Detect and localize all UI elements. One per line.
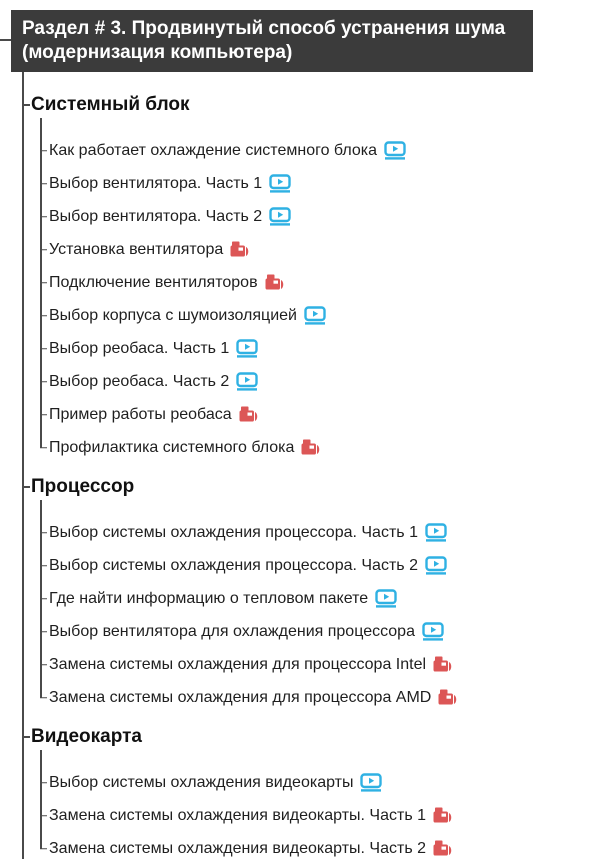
screen-play-icon[interactable] <box>304 306 326 325</box>
screen-play-icon <box>360 773 382 792</box>
lesson-list <box>40 500 608 714</box>
lesson-item[interactable] <box>40 516 608 549</box>
section-title: Процессор <box>22 474 608 500</box>
lesson-item[interactable] <box>40 266 608 299</box>
lesson-item[interactable] <box>40 167 608 200</box>
sections-container <box>22 92 608 865</box>
course-section <box>22 724 608 865</box>
lesson-title: Выбор вентилятора. Часть 2 <box>49 207 263 225</box>
lesson-title: Выбор реобаса. Часть 2 <box>49 372 230 390</box>
section-title: Системный блок <box>22 92 608 118</box>
screen-play-icon <box>425 523 447 542</box>
lesson-item[interactable] <box>40 200 608 233</box>
video-camera-icon <box>265 274 285 291</box>
screen-play-icon <box>425 556 447 575</box>
lesson-list <box>40 750 608 865</box>
lesson-item[interactable] <box>40 134 608 167</box>
lesson-item[interactable] <box>40 549 608 582</box>
screen-play-icon[interactable] <box>236 372 258 391</box>
lesson-item[interactable] <box>40 299 608 332</box>
video-camera-icon <box>301 439 321 456</box>
lesson-item[interactable] <box>40 365 608 398</box>
video-camera-icon <box>230 241 250 258</box>
lesson-title: Выбор системы охлаждения видеокарты <box>49 773 354 791</box>
lesson-title: Выбор системы охлаждения процессора. Часть 2 <box>49 556 418 574</box>
lesson-item[interactable] <box>40 799 608 832</box>
sections-tree <box>22 72 608 859</box>
video-camera-icon[interactable] <box>301 439 321 456</box>
screen-play-icon <box>422 622 444 641</box>
lesson-title: Где найти информацию о тепловом пакете <box>49 589 369 607</box>
video-camera-icon <box>433 840 453 857</box>
screen-play-icon[interactable] <box>269 174 291 193</box>
lesson-title: Пример работы реобаса <box>49 405 232 423</box>
tree-connector-line <box>0 39 11 41</box>
video-camera-icon[interactable] <box>433 840 453 857</box>
screen-play-icon[interactable] <box>422 622 444 641</box>
screen-play-icon[interactable] <box>360 773 382 792</box>
screen-play-icon <box>269 207 291 226</box>
lesson-item[interactable] <box>40 332 608 365</box>
lesson-item[interactable] <box>40 615 608 648</box>
lesson-title: Установка вентилятора <box>49 240 224 258</box>
lesson-item[interactable] <box>40 832 608 865</box>
screen-play-icon[interactable] <box>384 141 406 160</box>
lesson-title: Выбор корпуса с шумоизоляцией <box>49 306 297 324</box>
lesson-item[interactable] <box>40 398 608 431</box>
video-camera-icon[interactable] <box>433 807 453 824</box>
screen-play-icon <box>236 339 258 358</box>
screen-play-icon[interactable] <box>375 589 397 608</box>
lesson-title: Выбор реобаса. Часть 1 <box>49 339 230 357</box>
screen-play-icon <box>304 306 326 325</box>
lesson-title: Подключение вентиляторов <box>49 273 258 291</box>
video-camera-icon[interactable] <box>239 406 259 423</box>
screen-play-icon <box>384 141 406 160</box>
screen-play-icon[interactable] <box>425 523 447 542</box>
lesson-title: Выбор системы охлаждения процессора. Часть 1 <box>49 523 418 541</box>
lesson-title: Профилактика системного блока <box>49 438 295 456</box>
course-section <box>22 92 608 464</box>
lesson-item[interactable] <box>40 681 608 714</box>
lesson-title: Замена системы охлаждения видеокарты. Часть 1 <box>49 806 426 824</box>
lesson-item[interactable] <box>40 233 608 266</box>
course-section <box>22 474 608 714</box>
lesson-item[interactable] <box>40 766 608 799</box>
lesson-title: Замена системы охлаждения для процессора Intel <box>49 655 427 673</box>
screen-play-icon <box>269 174 291 193</box>
screen-play-icon[interactable] <box>425 556 447 575</box>
lesson-title: Замена системы охлаждения для процессора AMD <box>49 688 432 706</box>
screen-play-icon <box>236 372 258 391</box>
lesson-title: Как работает охлаждение системного блока <box>49 141 378 159</box>
section-title: Видеокарта <box>22 724 608 750</box>
lesson-item[interactable] <box>40 648 608 681</box>
video-camera-icon <box>438 689 458 706</box>
video-camera-icon[interactable] <box>265 274 285 291</box>
video-camera-icon <box>433 807 453 824</box>
video-camera-icon[interactable] <box>230 241 250 258</box>
screen-play-icon[interactable] <box>236 339 258 358</box>
section-header <box>11 10 533 72</box>
lesson-item[interactable] <box>40 431 608 464</box>
lesson-list <box>40 118 608 464</box>
lesson-item[interactable] <box>40 582 608 615</box>
video-camera-icon <box>239 406 259 423</box>
section-header-title: Раздел # 3. Продвинутый способ устранения шума (модернизация компьютера) <box>22 18 506 63</box>
lesson-title: Замена системы охлаждения видеокарты. Часть 2 <box>49 839 426 857</box>
video-camera-icon[interactable] <box>438 689 458 706</box>
video-camera-icon[interactable] <box>433 656 453 673</box>
screen-play-icon <box>375 589 397 608</box>
lesson-title: Выбор вентилятора. Часть 1 <box>49 174 263 192</box>
screen-play-icon[interactable] <box>269 207 291 226</box>
video-camera-icon <box>433 656 453 673</box>
lesson-title: Выбор вентилятора для охлаждения процессора <box>49 622 415 640</box>
